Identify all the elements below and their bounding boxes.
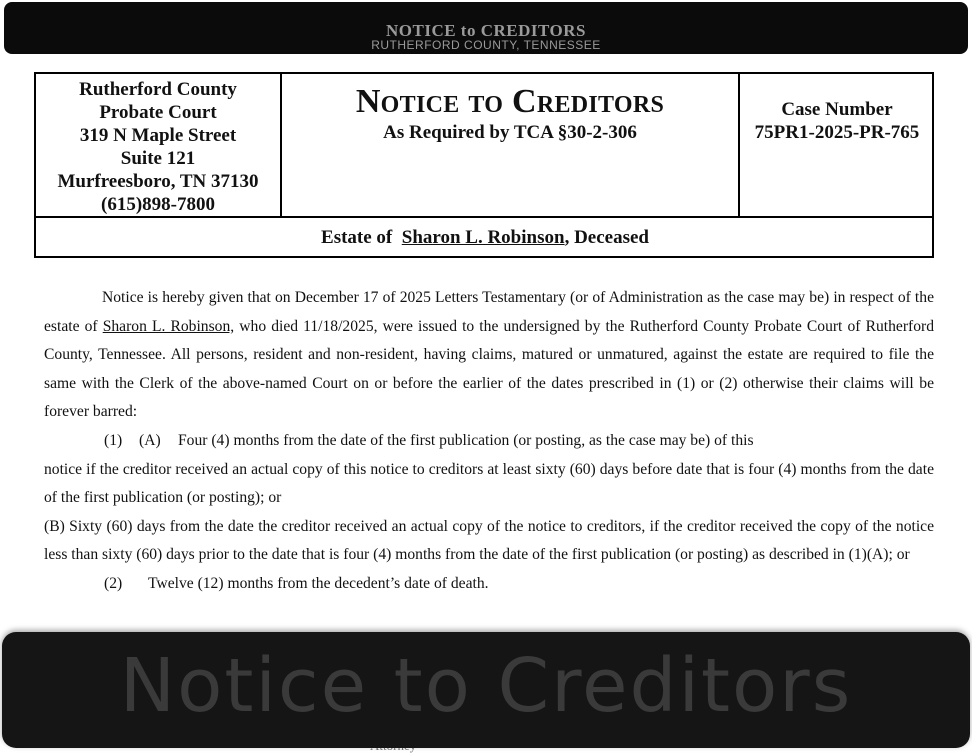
court-phone: (615)898-7800	[101, 194, 215, 215]
case-number-block	[740, 74, 934, 216]
item-1b-text: (B) Sixty (60) days from the date the creditor received an actual copy of the notice to creditors, if the creditor received the copy of the notice less than sixty (60) days prior to the date that is four (4) months from the date of the first publication (or posting) as described in (1)(A); or	[44, 517, 934, 564]
banner-subtitle: RUTHERFORD COUNTY, TENNESSEE	[371, 38, 601, 52]
case-number-value: 75PR1-2025-PR-765	[754, 122, 920, 143]
court-name-line1: Rutherford County	[79, 79, 237, 100]
court-address-block	[36, 74, 282, 216]
estate-suffix: , Deceased	[564, 227, 649, 248]
notice-title: Notice to Creditors	[355, 83, 665, 120]
paragraph-decedent-name: Sharon L. Robinson,	[102, 317, 235, 335]
item-1-number: (1)	[104, 431, 123, 449]
item-1a-first-line	[44, 427, 934, 456]
estate-row	[36, 216, 934, 258]
notice-body	[44, 284, 934, 599]
court-street: 319 N Maple Street	[79, 125, 237, 146]
paragraph-start: Notice is hereby given that on December 17 of 2025 Letters Testamentary (or of Administration as the case may be) in respect of the estate of	[44, 289, 934, 335]
notice-header-table	[34, 72, 934, 258]
item-1a-continuation: notice if the creditor received an actual copy of this notice to creditors at least sixty (60) days before date that is four (4) months from the date of the first publication (or posting); or	[44, 460, 934, 507]
notice-paragraph	[44, 284, 934, 427]
item-2-text: Twelve (12) months from the decedent’s date of death.	[148, 574, 489, 592]
item-2-line	[44, 570, 934, 599]
case-number-label: Case Number	[781, 99, 893, 120]
item-1a-first-text: Four (4) months from the date of the first publication (or posting, as the case may be) of this	[178, 431, 754, 449]
item-1a-label: (A)	[139, 431, 161, 449]
court-name-line2: Probate Court	[99, 102, 217, 123]
item-2-number: (2)	[104, 574, 123, 592]
court-city: Murfreesboro, TN 37130	[57, 171, 259, 192]
banner-title: NOTICE to CREDITORS	[385, 21, 586, 40]
paragraph-end: who died 11/18/2025, were issued to the undersigned by the Rutherford County Probate Court of Rutherford County, Tennessee. All persons, resident and non-resident, having claims, matured or unmatured, against the estate are required to file the same with the Clerk of the above-named Court on or before the earlier of the dates prescribed in (1) or (2) otherwise their claims will be forever barred:	[44, 317, 934, 421]
bottom-title-panel	[2, 632, 970, 748]
notice-subtitle: As Required by TCA §30-2-306	[383, 122, 637, 143]
bottom-panel-title: Notice to Creditors	[119, 643, 853, 729]
decedent-name: Sharon L. Robinson	[401, 227, 565, 248]
notice-title-block	[282, 74, 740, 216]
top-banner	[4, 2, 968, 54]
court-suite: Suite 121	[120, 148, 196, 169]
estate-prefix: Estate of	[321, 227, 393, 248]
